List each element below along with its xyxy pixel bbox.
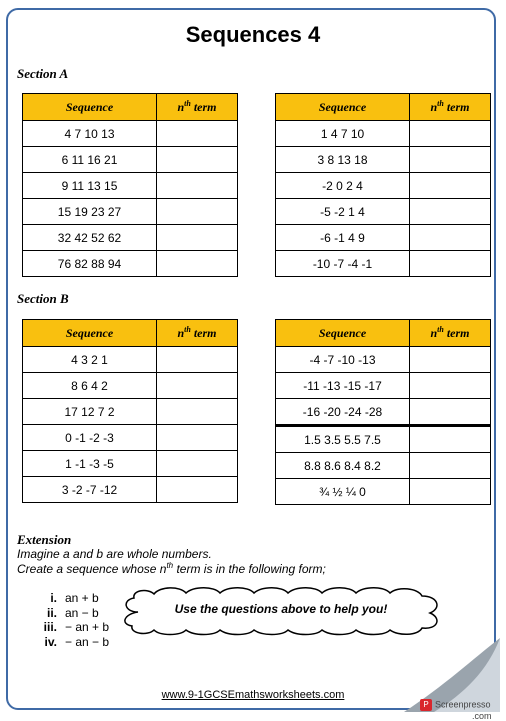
table-row bbox=[23, 173, 238, 199]
answer-cell[interactable] bbox=[410, 121, 491, 147]
footer-link[interactable]: www.9-1GCSEmathsworksheets.com bbox=[161, 689, 345, 701]
table-row bbox=[276, 373, 491, 399]
answer-cell[interactable] bbox=[157, 477, 238, 503]
extension-line-2: Create a sequence whose $n^{th}$ term is in the following form; bbox=[17, 561, 326, 576]
extension-title: Extension bbox=[17, 532, 72, 547]
table-row bbox=[276, 347, 491, 373]
form-list bbox=[33, 591, 109, 649]
table-row bbox=[276, 173, 491, 199]
answer-cell[interactable] bbox=[410, 225, 491, 251]
answer-cell[interactable] bbox=[157, 399, 238, 425]
list-item: iii. − an + b bbox=[43, 620, 110, 634]
screenpresso-icon: P bbox=[420, 699, 432, 711]
sequence-cell: 3 8 13 18 bbox=[276, 147, 410, 173]
sequence-cell: -16 -20 -24 -28 bbox=[276, 399, 410, 426]
table-row bbox=[23, 477, 238, 503]
section-b-left-table bbox=[22, 319, 238, 503]
table-row bbox=[276, 147, 491, 173]
sequence-cell: -11 -13 -15 -17 bbox=[276, 373, 410, 399]
table-row bbox=[23, 147, 238, 173]
answer-cell[interactable] bbox=[410, 479, 491, 505]
sequence-header: Sequence bbox=[276, 94, 410, 121]
answer-cell[interactable] bbox=[410, 199, 491, 225]
answer-cell[interactable] bbox=[157, 173, 238, 199]
sequence-cell: 4 3 2 1 bbox=[23, 347, 157, 373]
sequence-header: Sequence bbox=[23, 320, 157, 347]
answer-cell[interactable] bbox=[410, 373, 491, 399]
watermark: P Screenpresso .com bbox=[420, 699, 492, 721]
sequence-cell: 8.8 8.6 8.4 8.2 bbox=[276, 453, 410, 479]
nth-term-header: $n^{th}$ term bbox=[157, 320, 238, 347]
answer-cell[interactable] bbox=[157, 225, 238, 251]
sequence-cell: 9 11 13 15 bbox=[23, 173, 157, 199]
answer-cell[interactable] bbox=[157, 373, 238, 399]
sequence-cell: 76 82 88 94 bbox=[23, 251, 157, 277]
sequence-cell: -2 0 2 4 bbox=[276, 173, 410, 199]
answer-cell[interactable] bbox=[410, 347, 491, 373]
nth-term-header: $n^{th}$ term bbox=[410, 320, 491, 347]
section-b-right-table bbox=[275, 319, 491, 505]
table-row bbox=[23, 251, 238, 277]
sequence-header: Sequence bbox=[276, 320, 410, 347]
table-row bbox=[276, 479, 491, 505]
answer-cell[interactable] bbox=[157, 199, 238, 225]
table-row bbox=[23, 199, 238, 225]
table-row bbox=[276, 399, 491, 426]
list-item: iv. − an − b bbox=[44, 634, 110, 649]
sequence-cell: 6 11 16 21 bbox=[23, 147, 157, 173]
answer-cell[interactable] bbox=[410, 173, 491, 199]
sequence-cell: 17 12 7 2 bbox=[23, 399, 157, 425]
nth-term-header: $n^{th}$ term bbox=[157, 94, 238, 121]
answer-cell[interactable] bbox=[157, 147, 238, 173]
sequence-cell: 1 4 7 10 bbox=[276, 121, 410, 147]
table-row bbox=[23, 121, 238, 147]
answer-cell[interactable] bbox=[157, 121, 238, 147]
sequence-cell: -5 -2 1 4 bbox=[276, 199, 410, 225]
list-item: ii. an − b bbox=[46, 605, 99, 620]
table-row bbox=[23, 225, 238, 251]
answer-cell[interactable] bbox=[410, 251, 491, 277]
nth-term-header: $n^{th}$ term bbox=[410, 94, 491, 121]
sequence-cell: -10 -7 -4 -1 bbox=[276, 251, 410, 277]
table-row bbox=[276, 199, 491, 225]
list-item: i. an + b bbox=[50, 591, 99, 605]
sequence-cell: 3 -2 -7 -12 bbox=[23, 477, 157, 503]
table-row bbox=[23, 347, 238, 373]
sequence-cell: ¾ ½ ¼ 0 bbox=[276, 479, 410, 505]
sequence-cell: 32 42 52 62 bbox=[23, 225, 157, 251]
answer-cell[interactable] bbox=[157, 451, 238, 477]
answer-cell[interactable] bbox=[157, 425, 238, 451]
table-row bbox=[23, 451, 238, 477]
answer-cell[interactable] bbox=[410, 426, 491, 453]
answer-cell[interactable] bbox=[410, 453, 491, 479]
table-row bbox=[23, 399, 238, 425]
answer-cell[interactable] bbox=[410, 147, 491, 173]
section-a-label: Section A bbox=[17, 66, 69, 81]
table-row bbox=[276, 225, 491, 251]
table-row bbox=[276, 453, 491, 479]
sequence-cell: 8 6 4 2 bbox=[23, 373, 157, 399]
table-row bbox=[23, 425, 238, 451]
section-a-right-table bbox=[275, 93, 491, 277]
table-row bbox=[276, 426, 491, 453]
answer-cell[interactable] bbox=[157, 251, 238, 277]
extension-line-1: Imagine a and b are whole numbers. bbox=[17, 547, 212, 561]
sequence-cell: -6 -1 4 9 bbox=[276, 225, 410, 251]
sequence-cell: 1.5 3.5 5.5 7.5 bbox=[276, 426, 410, 453]
table-row bbox=[276, 251, 491, 277]
sequence-cell: 4 7 10 13 bbox=[23, 121, 157, 147]
table-row bbox=[23, 373, 238, 399]
page-title: Sequences 4 bbox=[185, 22, 321, 47]
cloud-hint-text: Use the questions above to help you! bbox=[174, 602, 388, 616]
section-a-left-table bbox=[22, 93, 238, 277]
answer-cell[interactable] bbox=[157, 347, 238, 373]
sequence-cell: 0 -1 -2 -3 bbox=[23, 425, 157, 451]
sequence-header: Sequence bbox=[23, 94, 157, 121]
sequence-cell: 1 -1 -3 -5 bbox=[23, 451, 157, 477]
section-b-label: Section B bbox=[17, 291, 69, 306]
answer-cell[interactable] bbox=[410, 399, 491, 426]
sequence-cell: 15 19 23 27 bbox=[23, 199, 157, 225]
table-row bbox=[276, 121, 491, 147]
sequence-cell: -4 -7 -10 -13 bbox=[276, 347, 410, 373]
